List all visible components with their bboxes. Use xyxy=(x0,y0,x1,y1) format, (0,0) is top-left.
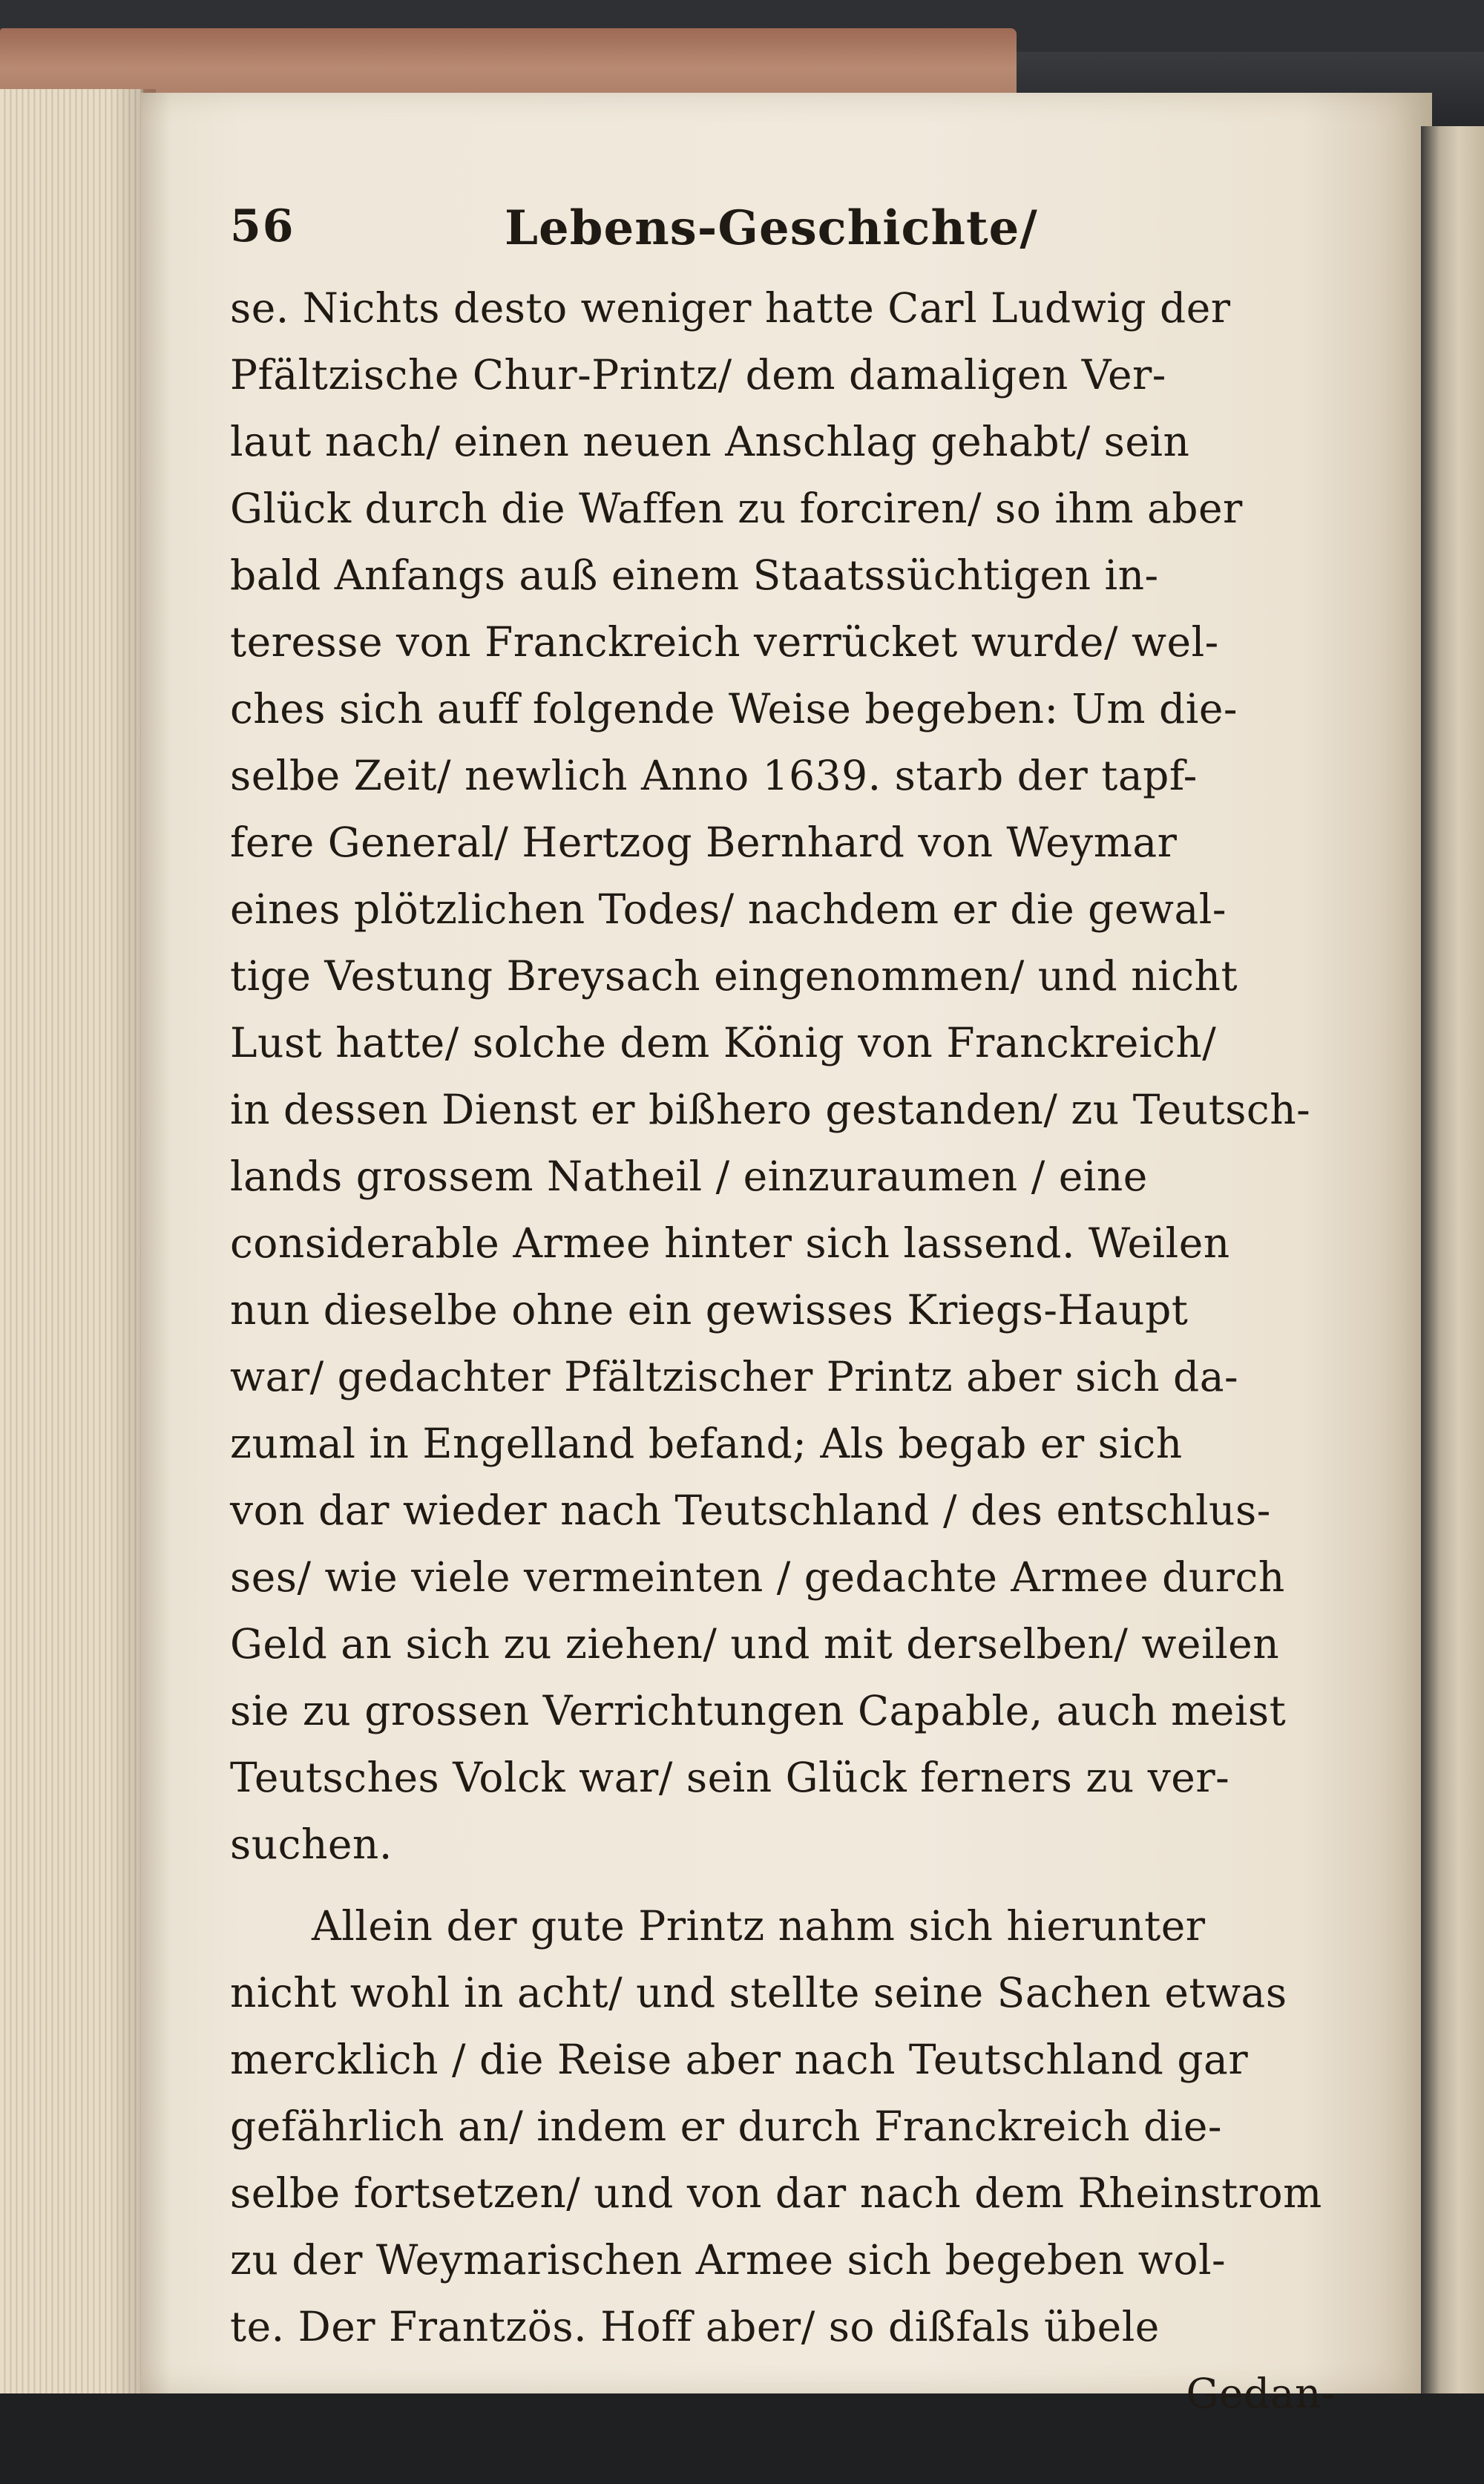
page-gutter-right xyxy=(1421,126,1484,2412)
text-line: Lust hatte/ solche dem König von Franckreich/ xyxy=(230,1019,1217,1066)
text-line: zumal in Engelland befand; Als begab er sich xyxy=(230,1420,1183,1467)
text-line: eines plötzlichen Todes/ nachdem er die gewal- xyxy=(230,885,1227,933)
text-line: ses/ wie viele vermeinten / gedachte Armee durch xyxy=(230,1553,1285,1601)
text-line: selbe Zeit/ newlich Anno 1639. starb der tapf- xyxy=(230,752,1198,799)
page-edge-shade xyxy=(141,93,171,2393)
page-header xyxy=(230,186,1343,267)
text-line: suchen. xyxy=(230,1821,393,1868)
text-line: nun dieselbe ohne ein gewisses Kriegs-Haupt xyxy=(230,1286,1189,1334)
text-line: selbe fortsetzen/ und von dar nach dem Rheinstrom xyxy=(230,2169,1322,2217)
text-line: teresse von Franckreich verrücket wurde/ wel- xyxy=(230,618,1219,666)
text-line: Allein der gute Printz nahm sich hierunter xyxy=(312,1902,1206,1950)
paragraph-1 xyxy=(230,275,1343,1878)
paragraph-gap xyxy=(230,1878,1343,1893)
text-line: gefährlich an/ indem er durch Franckreich die- xyxy=(230,2103,1222,2150)
text-line: Geld an sich zu ziehen/ und mit derselben/ weilen xyxy=(230,1620,1280,1668)
text-line: von dar wieder nach Teutschland / des entschlus- xyxy=(230,1487,1271,1534)
text-line: Teutsches Volck war/ sein Glück ferners zu ver- xyxy=(230,1754,1230,1801)
text-line: fere General/ Hertzog Bernhard von Weymar xyxy=(230,819,1178,866)
catchword: Gedan- xyxy=(1186,2370,1336,2417)
text-line: lands grossem Natheil / einzuraumen / eine xyxy=(230,1153,1148,1200)
text-line: laut nach/ einen neuen Anschlag gehabt/ sein xyxy=(230,418,1190,465)
page-text xyxy=(230,186,1343,2427)
text-line: considerable Armee hinter sich lassend. Weilen xyxy=(230,1219,1230,1267)
text-line: se. Nichts desto weniger hatte Carl Ludwig der xyxy=(230,284,1231,332)
text-line: sie zu grossen Verrichtungen Capable, auch meist xyxy=(230,1687,1287,1734)
text-line: zu der Weymarischen Armee sich begeben wol- xyxy=(230,2236,1227,2284)
text-line: Pfältzische Chur-Printz/ dem damaligen Ver- xyxy=(230,351,1166,399)
text-line: war/ gedachter Pfältzischer Printz aber sich da- xyxy=(230,1353,1239,1400)
page-number: 56 xyxy=(230,200,295,252)
text-line: te. Der Frantzös. Hoff aber/ so dißfals übele xyxy=(230,2303,1160,2350)
paragraph-2 xyxy=(230,1893,1343,2360)
text-line: nicht wohl in acht/ und stellte seine Sachen etwas xyxy=(230,1969,1287,2016)
text-line: ches sich auff folgende Weise begeben: Um die- xyxy=(230,685,1238,733)
text-line: bald Anfangs auß einem Staatssüchtigen in- xyxy=(230,551,1159,599)
text-line: in dessen Dienst er bißhero gestanden/ zu Teutsch- xyxy=(230,1086,1311,1133)
text-line: Glück durch die Waffen zu forciren/ so ihm aber xyxy=(230,485,1243,532)
text-line: tige Vestung Breysach eingenommen/ und nicht xyxy=(230,952,1238,1000)
running-head: Lebens-Geschichte/ xyxy=(505,200,1038,256)
text-line: mercklich / die Reise aber nach Teutschland gar xyxy=(230,2036,1249,2083)
